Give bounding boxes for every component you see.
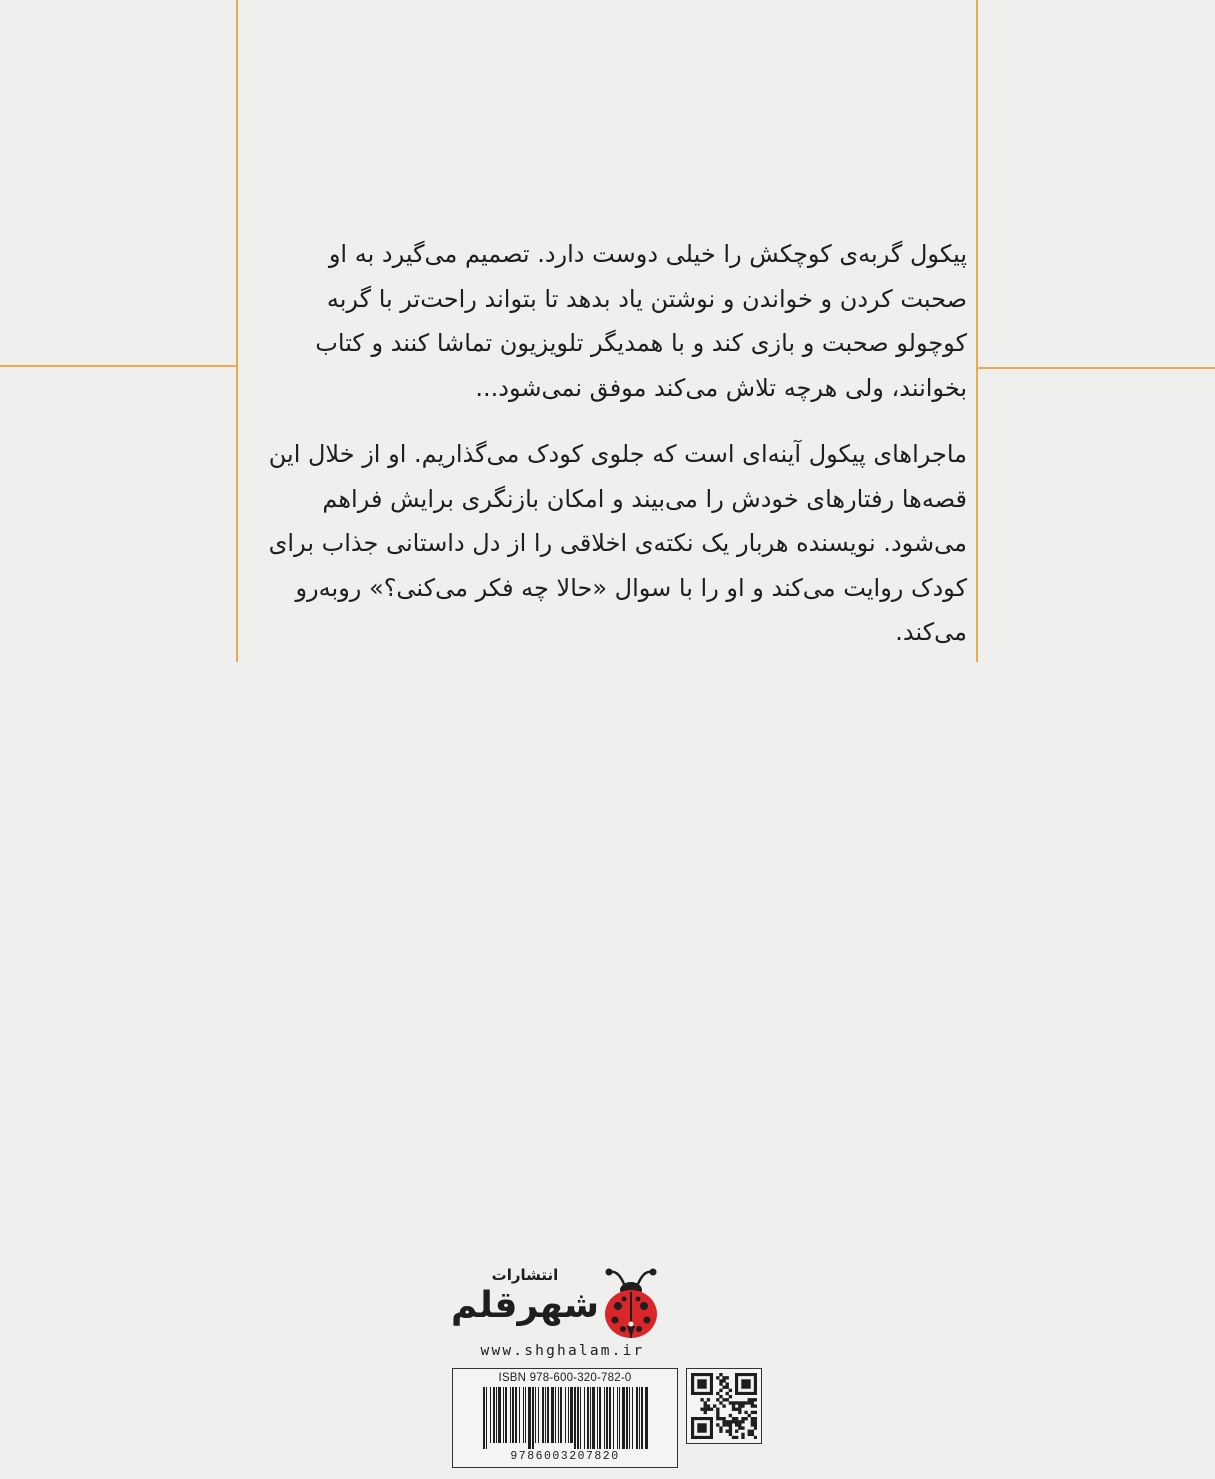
frame-line-left-horizontal	[0, 365, 236, 367]
qr-module	[707, 1408, 710, 1411]
qr-module	[751, 1417, 754, 1420]
qr-module	[704, 1408, 707, 1411]
qr-module	[716, 1411, 719, 1414]
barcode-bar	[551, 1387, 554, 1443]
barcode-bar	[568, 1387, 569, 1443]
qr-module	[741, 1426, 744, 1429]
barcode-bar	[584, 1387, 585, 1449]
qr-module	[716, 1414, 719, 1417]
qr-module	[751, 1411, 754, 1414]
barcode-bar	[542, 1387, 544, 1443]
publisher-name-logo	[450, 1262, 600, 1342]
barcode-bar	[613, 1387, 614, 1449]
qr-module	[754, 1404, 757, 1407]
barcode-bar	[636, 1387, 638, 1449]
qr-module	[722, 1417, 725, 1420]
qr-module	[738, 1423, 741, 1426]
qr-module	[726, 1382, 729, 1385]
qr-module	[729, 1395, 732, 1398]
barcode-bar	[619, 1387, 620, 1449]
barcode-bar	[590, 1387, 591, 1449]
qr-module	[726, 1376, 729, 1379]
qr-module	[704, 1411, 707, 1414]
qr-module	[704, 1404, 707, 1407]
qr-module	[738, 1404, 741, 1407]
qr-module	[722, 1379, 725, 1382]
qr-module	[726, 1423, 729, 1426]
qr-module	[729, 1423, 732, 1426]
qr-module	[726, 1420, 729, 1423]
barcode-bar	[496, 1387, 497, 1443]
qr-module	[729, 1420, 732, 1423]
qr-module	[722, 1386, 725, 1389]
barcode-bar	[577, 1387, 579, 1449]
barcode-bar	[523, 1387, 524, 1443]
qr-module	[716, 1417, 719, 1420]
ladybug-logo-icon	[598, 1262, 664, 1342]
barcode-bar	[515, 1387, 517, 1443]
barcode-bar	[632, 1387, 633, 1449]
qr-module	[732, 1404, 735, 1407]
qr-module	[748, 1398, 751, 1401]
barcode-bar	[574, 1387, 576, 1449]
qr-module	[710, 1408, 713, 1411]
qr-module	[732, 1417, 735, 1420]
barcode-bar	[493, 1387, 495, 1443]
barcode-bar	[505, 1387, 507, 1443]
qr-module	[741, 1401, 744, 1404]
qr-module	[722, 1398, 725, 1401]
barcode-bar	[519, 1387, 520, 1443]
qr-module	[738, 1426, 741, 1429]
publisher-logo-top-text: انتشارات	[491, 1266, 559, 1284]
qr-module	[754, 1411, 757, 1414]
frame-line-right-horizontal	[978, 367, 1215, 369]
barcode-bar	[545, 1387, 546, 1443]
qr-module	[716, 1398, 719, 1401]
barcode-digits: 9786003207820	[510, 1450, 620, 1463]
barcode-bar	[538, 1387, 539, 1443]
qr-module	[719, 1401, 722, 1404]
barcode-bar	[604, 1387, 605, 1449]
qr-module	[697, 1379, 706, 1388]
barcode-bar	[498, 1387, 501, 1443]
qr-module	[738, 1411, 741, 1414]
qr-module	[729, 1414, 732, 1417]
barcode-bar	[641, 1387, 643, 1449]
publisher-logo	[450, 1262, 665, 1342]
qr-module	[738, 1401, 741, 1404]
qr-module	[735, 1408, 738, 1411]
qr-module	[719, 1395, 722, 1398]
qr-module	[741, 1420, 744, 1423]
barcode-bar	[532, 1387, 534, 1449]
qr-module	[726, 1386, 729, 1389]
qr-module	[751, 1420, 754, 1423]
qr-module	[726, 1430, 729, 1433]
barcode-bar	[547, 1387, 549, 1443]
qr-module	[754, 1398, 757, 1401]
qr-module	[748, 1433, 751, 1436]
qr-module	[729, 1389, 732, 1392]
qr-module	[754, 1436, 757, 1439]
qr-module	[719, 1373, 722, 1376]
barcode-bar	[606, 1387, 608, 1449]
barcode-bar	[512, 1387, 514, 1443]
qr-module	[726, 1398, 729, 1401]
isbn-barcode	[452, 1368, 678, 1468]
barcode-bars	[481, 1387, 651, 1449]
barcode-bar	[486, 1387, 487, 1449]
barcode-bar	[490, 1387, 491, 1443]
qr-module	[735, 1417, 738, 1420]
qr-module	[713, 1404, 716, 1407]
qr-module	[722, 1423, 725, 1426]
qr-module	[754, 1423, 757, 1426]
barcode-bar	[599, 1387, 601, 1449]
qr-module	[748, 1414, 751, 1417]
qr-module	[704, 1401, 707, 1404]
barcode-bar	[626, 1387, 628, 1449]
qr-module	[741, 1379, 750, 1388]
qr-module	[719, 1382, 722, 1385]
qr-module	[716, 1392, 719, 1395]
qr-module	[738, 1420, 741, 1423]
qr-module	[748, 1401, 751, 1404]
frame-line-right	[976, 0, 978, 662]
qr-module	[738, 1408, 741, 1411]
qr-module	[719, 1389, 722, 1392]
qr-module	[697, 1423, 706, 1432]
qr-module	[735, 1436, 738, 1439]
barcode-bar	[558, 1387, 559, 1443]
qr-module	[722, 1420, 725, 1423]
qr-module	[754, 1426, 757, 1429]
qr-module	[735, 1423, 738, 1426]
publisher-website: www.shghalam.ir	[480, 1343, 645, 1359]
barcode-bar	[555, 1387, 556, 1443]
qr-module	[735, 1420, 738, 1423]
barcode-bar	[622, 1387, 625, 1449]
qr-module	[716, 1376, 719, 1379]
qr-module	[732, 1420, 735, 1423]
barcode-bar	[528, 1387, 531, 1449]
qr-module	[722, 1404, 725, 1407]
qr-code	[686, 1368, 762, 1444]
qr-module	[751, 1398, 754, 1401]
qr-module	[754, 1420, 757, 1423]
qr-module	[744, 1417, 747, 1420]
qr-module	[707, 1398, 710, 1401]
qr-module	[735, 1430, 738, 1433]
qr-module	[729, 1401, 732, 1404]
barcode-bar	[629, 1387, 630, 1449]
qr-module	[719, 1430, 722, 1433]
qr-module	[741, 1417, 744, 1420]
qr-module	[754, 1417, 757, 1420]
qr-module	[719, 1426, 722, 1429]
qr-module	[751, 1401, 754, 1404]
blurb-text	[255, 232, 967, 655]
barcode-bar	[503, 1387, 504, 1443]
barcode-bar	[570, 1387, 573, 1443]
qr-module	[716, 1408, 719, 1411]
publisher-logo-main-text: شهرقلم	[450, 1285, 600, 1326]
barcode-bar	[525, 1387, 526, 1443]
qr-module	[707, 1404, 710, 1407]
qr-module	[722, 1376, 725, 1379]
qr-module	[729, 1433, 732, 1436]
barcode-bar	[510, 1387, 511, 1443]
qr-module	[716, 1423, 719, 1426]
qr-module	[735, 1401, 738, 1404]
qr-module	[732, 1401, 735, 1404]
qr-module	[744, 1401, 747, 1404]
qr-module	[741, 1436, 744, 1439]
qr-module	[719, 1417, 722, 1420]
qr-module	[729, 1426, 732, 1429]
qr-module	[700, 1408, 703, 1411]
barcode-bar	[580, 1387, 581, 1449]
qr-module	[751, 1430, 754, 1433]
frame-line-left	[236, 0, 238, 662]
barcode-bar	[639, 1387, 640, 1449]
barcode-bar	[560, 1387, 562, 1443]
barcode-bar	[609, 1387, 611, 1449]
qr-module	[700, 1398, 703, 1401]
barcode-bar	[483, 1387, 485, 1449]
isbn-label: ISBN 978-600-320-782-0	[498, 1372, 632, 1384]
qr-module	[732, 1436, 735, 1439]
blurb-paragraph-2: ماجراهای پیکول آینه‌ای است که جلوی کودک می‌گذاریم. او از خلال این قصه‌ها رفتارهای خودش را می‌بیند و امکان بازنگری برایش فراهم می‌شود. نویسنده هربار یک نکته‌ی اخلاقی را از دل داستانی جذاب برای کودک روایت می‌کند و او را با سوال «حالا چه فکر می‌کنی؟» روبه‌رو می‌کند.	[268, 440, 967, 646]
qr-module	[741, 1433, 744, 1436]
blurb-paragraph-1: پیکول گربه‌ی کوچکش را خیلی دوست دارد. تصمیم می‌گیرد به او صحبت کردن و خواندن و نوشتن یاد بدهد تا بتواند راحت‌تر با گربه کوچولو صحبت و بازی کند و با همدیگر تلویزیون تماشا کنند و کتاب بخوانند، ولی هرچه تلاش می‌کند موفق نمی‌شود...	[315, 240, 967, 402]
barcode-bar	[587, 1387, 589, 1449]
qr-module	[729, 1430, 732, 1433]
qr-module	[748, 1430, 751, 1433]
barcode-bar	[592, 1387, 595, 1449]
qr-module	[732, 1408, 735, 1411]
barcode-bar	[535, 1387, 536, 1443]
qr-module	[751, 1433, 754, 1436]
qr-code-icon	[691, 1373, 757, 1439]
barcode-bar	[597, 1387, 598, 1449]
qr-module	[719, 1379, 722, 1382]
barcode-bar	[645, 1387, 648, 1449]
qr-module	[741, 1404, 744, 1407]
qr-module	[726, 1392, 729, 1395]
barcode-bar	[617, 1387, 618, 1449]
qr-module	[744, 1411, 747, 1414]
qr-module	[751, 1423, 754, 1426]
qr-module	[751, 1404, 754, 1407]
barcode-bar	[565, 1387, 566, 1443]
